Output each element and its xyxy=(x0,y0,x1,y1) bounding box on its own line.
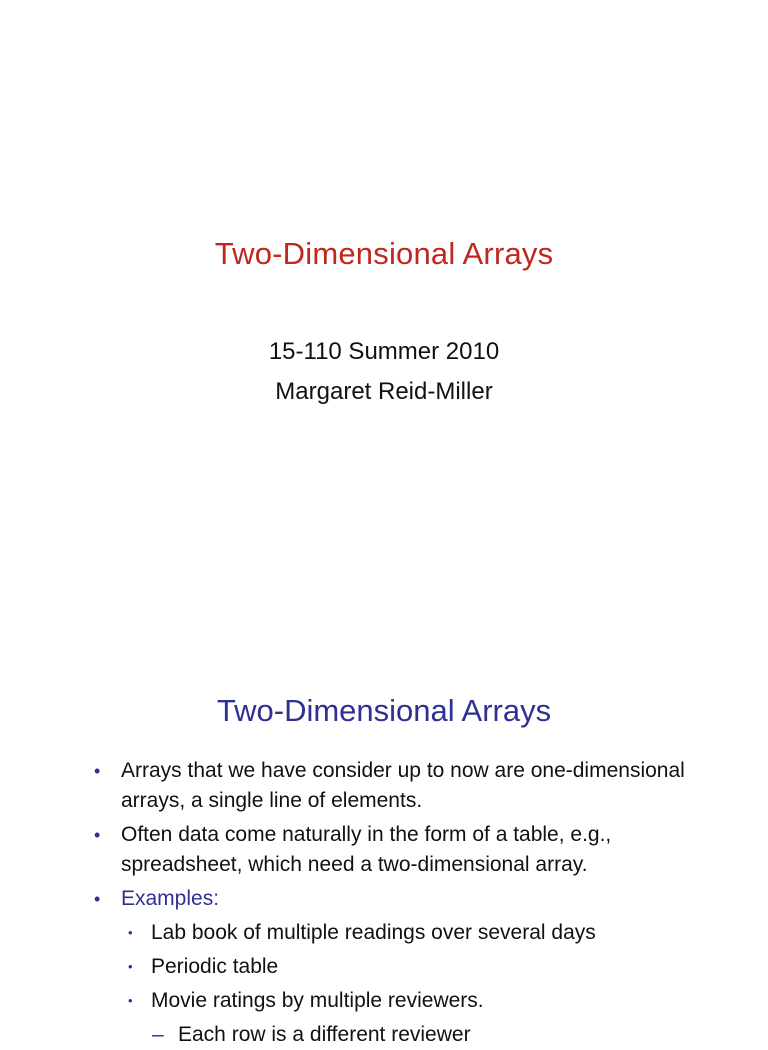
bullet-dot-icon: • xyxy=(94,761,101,781)
bullet-list xyxy=(0,756,768,1050)
bullet-text: Arrays that we have consider up to now are one-dimensional arrays, a single line of elements. xyxy=(121,759,685,812)
bullet-dot-icon: • xyxy=(128,993,133,1008)
sub-bullet-text: Movie ratings by multiple reviewers. xyxy=(151,989,484,1012)
sub-bullet-item xyxy=(0,918,768,948)
bullet-dot-icon: • xyxy=(94,889,101,909)
bullet-dot-icon: • xyxy=(128,925,133,940)
sub-bullet-item xyxy=(0,952,768,982)
sub-bullet-item xyxy=(0,986,768,1016)
bullet-dot-icon: • xyxy=(128,959,133,974)
bullet-dot-icon: • xyxy=(94,825,101,845)
bullet-text: Examples: xyxy=(121,887,220,910)
slide-title: Two-Dimensional Arrays xyxy=(214,236,554,271)
author-name: Margaret Reid-Miller xyxy=(275,378,493,405)
sub-bullet-text: Lab book of multiple readings over several days xyxy=(151,921,596,944)
sub-sub-bullet-item xyxy=(0,1020,768,1050)
bullet-text: Often data come naturally in the form of a table, e.g., spreadsheet, which need a two-dimensional array. xyxy=(121,823,612,876)
content-slide xyxy=(0,576,768,1046)
dash-icon: – xyxy=(152,1023,164,1046)
course-label: 15-110 Summer 2010 xyxy=(268,338,500,365)
bullet-item xyxy=(0,756,768,816)
slide-title: Two-Dimensional Arrays xyxy=(216,693,552,728)
bullet-item xyxy=(0,820,768,880)
bullet-item xyxy=(0,884,768,914)
sub-bullet-text: Periodic table xyxy=(151,955,279,978)
sub-sub-bullet-text: Each row is a different reviewer xyxy=(178,1023,471,1046)
